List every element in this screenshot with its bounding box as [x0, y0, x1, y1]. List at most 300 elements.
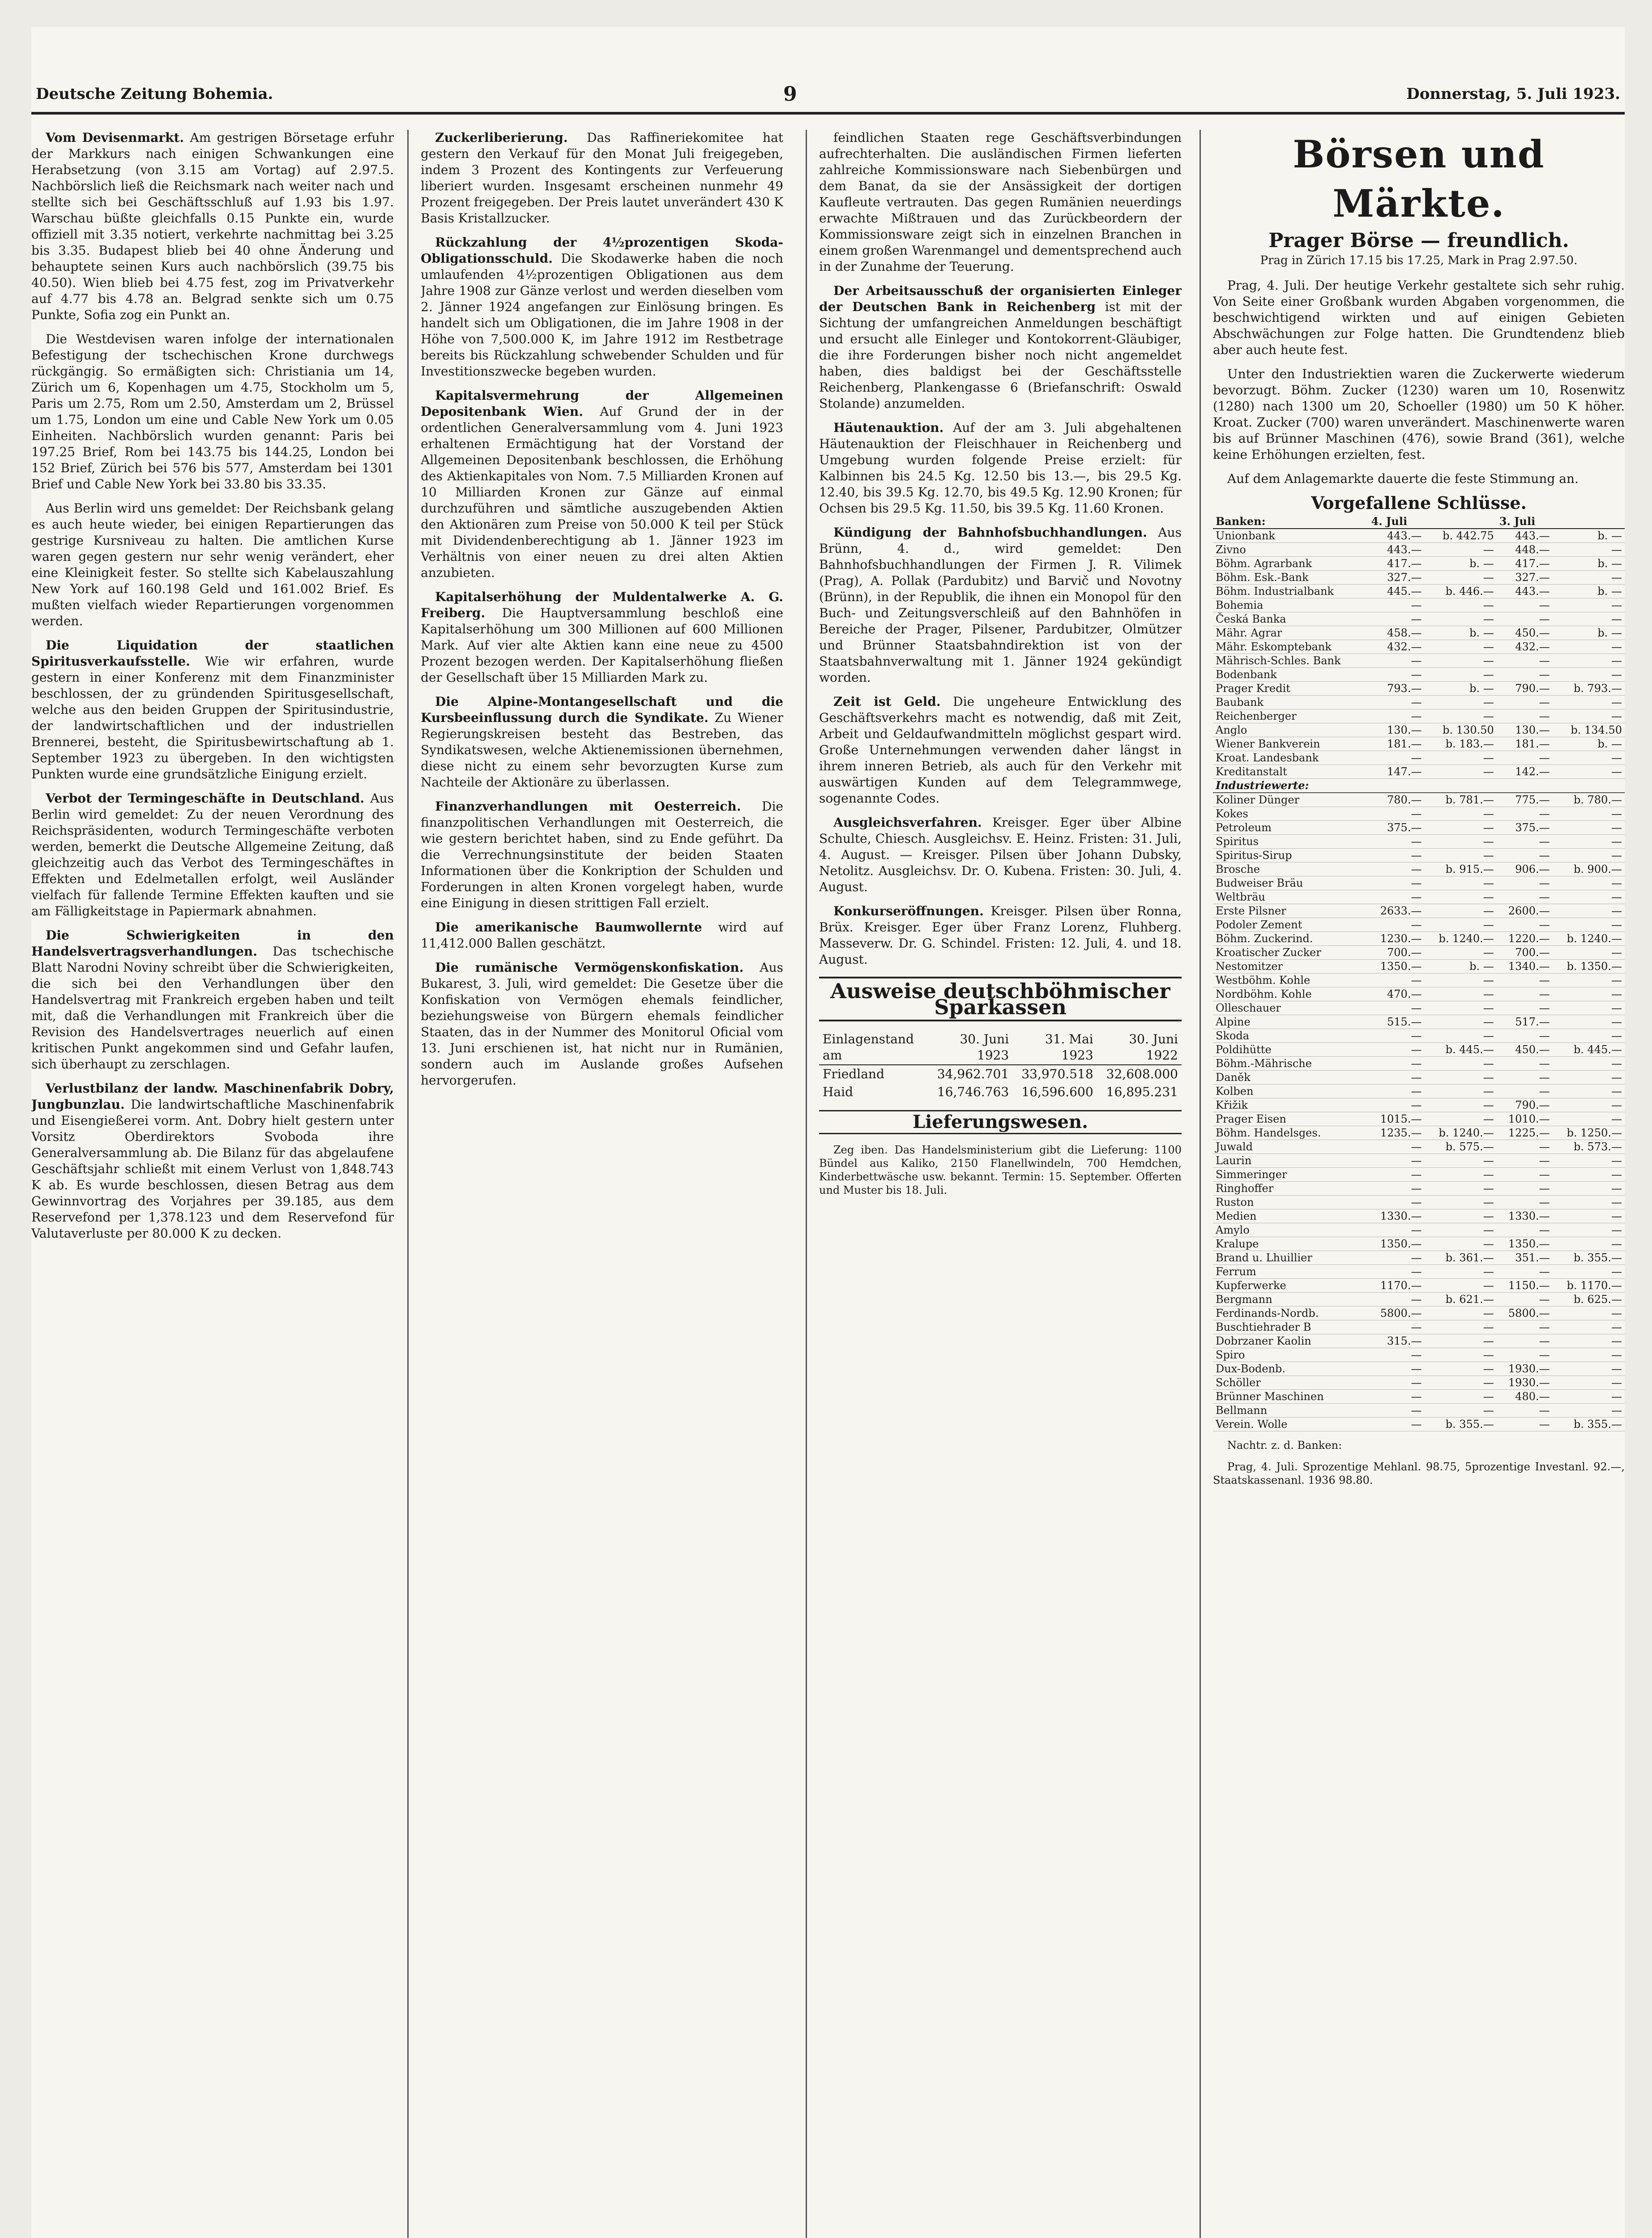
price-cell: 432.— [1369, 640, 1425, 654]
table-row [1213, 1251, 1625, 1265]
security-name: Erste Pilsner [1213, 904, 1369, 918]
security-name: Reichenberger [1213, 709, 1369, 723]
price-cell: — [1424, 1223, 1496, 1237]
table-row [819, 1083, 1182, 1101]
price-cell: — [1369, 1029, 1425, 1043]
price-cell: — [1553, 849, 1625, 863]
price-cell: — [1369, 1251, 1425, 1265]
price-cell: 445.— [1369, 585, 1425, 598]
price-cell: — [1424, 543, 1496, 557]
article-body: Aus Berlin wird uns gemeldet: Der Reichsbank gelang es auch heute wieder, bei einigen Repartierungen das gestrige Kursniveau zu halten. Die amtlichen Kurse waren gegen gestern nur sehr wenig verändert, eher eine Kleinigkeit fester. So stellte sich Kabelauszahlung New York auf 160.198 Geld und 161.002 Brief. Es mußten vielfach wieder Repartierungen vorgenommen werden. [31, 501, 394, 628]
price-cell: b. 134.50 [1553, 723, 1625, 737]
price-cell: 1330.— [1369, 1209, 1425, 1223]
price-cell: — [1424, 571, 1496, 585]
price-cell: — [1553, 807, 1625, 821]
price-cell: b. 446.— [1424, 585, 1496, 598]
price-cell: — [1553, 1265, 1625, 1279]
price-cell: — [1424, 612, 1496, 626]
table-row [1213, 723, 1625, 737]
article-body: Die finanzpolitischen Verhandlungen mit Oesterreich, die wie gestern berichtet haben, sind zu Ende geführt. Da die Verrechnungsinstitute der beiden Staaten Informationen über die Konkription der Schulden und Forderungen in alten Kronen vorgelegt haben, wurde eine Einigung in diesen strittigen Fall erzielt. [421, 799, 783, 910]
price-cell: 1330.— [1497, 1209, 1553, 1223]
price-cell: 790.— [1497, 682, 1553, 696]
price-cell: — [1369, 1265, 1425, 1279]
table-row [1213, 904, 1625, 918]
price-cell: — [1553, 1071, 1625, 1085]
security-name: Laurin [1213, 1154, 1369, 1168]
table-row [1213, 876, 1625, 890]
price-cell: — [1369, 1348, 1425, 1362]
price-cell: 417.— [1369, 557, 1425, 571]
section-subtitle: Prager Börse — freundlich. [1268, 229, 1569, 252]
price-cell: — [1424, 1001, 1496, 1015]
price-cell: — [1369, 1362, 1425, 1376]
price-cell: — [1369, 751, 1425, 765]
price-cell: — [1497, 890, 1553, 904]
price-cell: b. 183.— [1424, 737, 1496, 751]
price-cell: 1010.— [1497, 1112, 1553, 1126]
table-row [1213, 1168, 1625, 1182]
table-row [1213, 1196, 1625, 1209]
price-cell: — [1424, 1320, 1496, 1334]
article-headline: Die amerikanische Baumwollernte [435, 920, 702, 935]
price-cell: — [1497, 654, 1553, 668]
article-body: Aus Brünn, 4. d., wird gemeldet: Den Bahnhofsbuchhandlungen der Firmen J. R. Vilimek (Prag), A. Pollak (Pardubitz) und Barvič und Novotny (Brünn), in der Republik, die ihnen ein Monopol für den Buch- und Zeitungsverschleiß auf den Bahnhöfen in Bereiche der Prager, Pilsener, Pardubitzer, Olmützer und Brünner Staatsbahndirektion ist von der Staatsbahnverwaltung mit 1. Jänner 1924 gekündigt worden. [819, 525, 1182, 685]
security-name: Zivno [1213, 543, 1369, 557]
price-cell: — [1497, 751, 1553, 765]
article-body: Die Skodawerke haben die noch umlaufenden 4½prozentigen Obligationen aus dem Jahre 1908 zur Gänze verlost und werden dieselben vom 2. Jänner 1924 angefangen zur Einlösung bringen. Es handelt sich um Obligationen, die im Jahre 1908 in der Höhe von 7,500.000 K, im Jahre 1912 im Restbetrage bereits bis Rückzahlung schwebender Schulden und für Investitionszwecke begeben wurden. [421, 251, 783, 379]
security-name: Anglo [1213, 723, 1369, 737]
security-name: Böhm. Handelsges. [1213, 1126, 1369, 1140]
security-name: Bohemia [1213, 598, 1369, 612]
security-name: Koliner Dünger [1213, 793, 1369, 807]
price-cell: — [1369, 1057, 1425, 1071]
table-row [1213, 1320, 1625, 1334]
price-cell: — [1424, 1071, 1496, 1085]
table-header: 4. Juli [1369, 515, 1425, 529]
price-cell: 2633.— [1369, 904, 1425, 918]
article-headline: Kapitalserhöhung der Muldentalwerke A. G. Freiberg. [421, 589, 783, 620]
price-cell: 375.— [1369, 821, 1425, 835]
price-cell: — [1424, 974, 1496, 987]
article [31, 130, 394, 323]
price-cell: — [1553, 1015, 1625, 1029]
price-cell: — [1553, 1307, 1625, 1320]
security-name: Dobrzaner Kaolin [1213, 1334, 1369, 1348]
security-name: Ruston [1213, 1196, 1369, 1209]
price-cell: — [1369, 1071, 1425, 1085]
price-cell: b. 900.— [1553, 863, 1625, 876]
price-cell: 1350.— [1369, 960, 1425, 974]
price-cell: — [1497, 974, 1553, 987]
price-cell: — [1424, 890, 1496, 904]
security-name: Unionbank [1213, 529, 1369, 543]
security-name: Böhm.-Mährische [1213, 1057, 1369, 1071]
article [31, 500, 394, 629]
price-cell: 700.— [1369, 946, 1425, 960]
table-row [1213, 1348, 1625, 1362]
price-cell: — [1497, 1071, 1553, 1085]
security-name: Spiritus-Sirup [1213, 849, 1369, 863]
article [421, 130, 783, 226]
price-cell: — [1424, 1015, 1496, 1029]
price-cell: 2600.— [1497, 904, 1553, 918]
table-row [1213, 1404, 1625, 1418]
table-header: 3. Juli [1497, 515, 1553, 529]
price-cell: — [1553, 1404, 1625, 1418]
price-cell: 515.— [1369, 1015, 1425, 1029]
price-cell: — [1553, 918, 1625, 932]
price-cell: 1930.— [1497, 1362, 1553, 1376]
price-cell: — [1497, 1418, 1553, 1431]
price-cell: — [1369, 1376, 1425, 1390]
security-name: Wiener Bankverein [1213, 737, 1369, 751]
sp-header: 30. Juni 1922 [1097, 1030, 1182, 1065]
table-row [1213, 585, 1625, 598]
article-body: Das tschechische Blatt Narodni Noviny schreibt über die Schwierigkeiten, die sich bei den Verhandlungen über den Handelsvertrag mit Frankreich ergeben haben und teilt mit, daß die Verhandlungen mit Frankreich über die Revision des Handelsvertrages neuerlich auf einen kritischen Punkt angekommen sind und Gefahr laufen, sich überhaupt zu zerschlagen. [31, 944, 394, 1072]
security-name: Böhm. Esk.-Bank [1213, 571, 1369, 585]
price-cell: — [1497, 1085, 1553, 1098]
price-cell: — [1369, 612, 1425, 626]
security-name: Prager Kredit [1213, 682, 1369, 696]
table-row [1213, 1265, 1625, 1279]
price-cell: — [1553, 1320, 1625, 1334]
article-body: ist mit der Sichtung der umfangreichen Anmeldungen beschäftigt und ersucht alle Einleger und Kontokorrent-Gläubiger, die ihre Forderungen bisher noch nicht angemeldet haben, dies baldigst bei der Geschäftsstelle Reichenberg, Plankengasse 6 (Briefanschrift: Oswald Stolande) anzumelden. [819, 299, 1182, 411]
price-cell: 780.— [1369, 793, 1425, 807]
table-row [1213, 974, 1625, 987]
article-headline: Die Alpine-Montangesellschaft und die Kursbeeinflussung durch die Syndikate. [421, 694, 783, 725]
price-cell: — [1369, 1001, 1425, 1015]
price-cell: b. 1170.— [1553, 1279, 1625, 1293]
table-row [1213, 835, 1625, 849]
table-row [1213, 1334, 1625, 1348]
column-2 [421, 130, 783, 2238]
security-name: Schöller [1213, 1376, 1369, 1390]
price-cell: — [1553, 1001, 1625, 1015]
price-cell: — [1497, 835, 1553, 849]
price-cell: — [1424, 654, 1496, 668]
price-cell: 1340.— [1497, 960, 1553, 974]
price-cell: — [1497, 668, 1553, 682]
table-row [1213, 807, 1625, 821]
price-cell: — [1424, 1112, 1496, 1126]
article [421, 960, 783, 1089]
security-name: Kupferwerke [1213, 1279, 1369, 1293]
price-cell: 147.— [1369, 765, 1425, 779]
article-headline: Vom Devisenmarkt. [46, 130, 184, 145]
price-cell: — [1369, 1098, 1425, 1112]
price-cell: b. 781.— [1424, 793, 1496, 807]
table-row [1213, 1029, 1625, 1043]
issue-date: Donnerstag, 5. Juli 1923. [1406, 85, 1620, 103]
price-cell: 1930.— [1497, 1376, 1553, 1390]
price-cell: b. 355.— [1553, 1251, 1625, 1265]
price-cell: — [1497, 1029, 1553, 1043]
table-row [1213, 1223, 1625, 1237]
page-number: 9 [783, 83, 797, 106]
price-cell: — [1424, 821, 1496, 835]
price-cell: — [1553, 1334, 1625, 1348]
article-headline: Finanzverhandlungen mit Oesterreich. [435, 799, 741, 814]
security-name: Kolben [1213, 1085, 1369, 1098]
price-cell: b. 780.— [1553, 793, 1625, 807]
lieferung-heading: Lieferungswesen. [819, 1110, 1182, 1134]
table-row [1213, 1071, 1625, 1085]
price-cell: — [1424, 1154, 1496, 1168]
price-cell: — [1553, 1362, 1625, 1376]
price-cell: — [1424, 835, 1496, 849]
table-row [1213, 918, 1625, 932]
price-cell: 375.— [1497, 821, 1553, 835]
article [819, 815, 1182, 895]
price-cell: — [1553, 1376, 1625, 1390]
price-cell: — [1497, 1223, 1553, 1237]
price-cell: b. 445.— [1553, 1043, 1625, 1057]
price-cell: — [1424, 1279, 1496, 1293]
article-headline: Zuckerliberierung. [435, 130, 568, 145]
masthead [31, 81, 1625, 115]
table-row [1213, 1362, 1625, 1376]
price-cell: 417.— [1497, 557, 1553, 571]
table-row [1213, 557, 1625, 571]
price-cell: — [1553, 751, 1625, 765]
security-name: Medien [1213, 1209, 1369, 1223]
column-1 [31, 130, 394, 2238]
security-name: Česká Banka [1213, 612, 1369, 626]
price-cell: 432.— [1497, 640, 1553, 654]
security-name: Ferrum [1213, 1265, 1369, 1279]
article-headline: Zeit ist Geld. [833, 694, 941, 709]
price-cell: — [1424, 1098, 1496, 1112]
article-headline: Ausgleichsverfahren. [833, 815, 982, 830]
security-name: Bodenbank [1213, 668, 1369, 682]
price-cell: — [1553, 765, 1625, 779]
price-cell: — [1369, 1140, 1425, 1154]
price-cell: — [1369, 1404, 1425, 1418]
sp-cell: 33,970.518 [1021, 1067, 1093, 1081]
price-cell: — [1497, 1404, 1553, 1418]
price-cell: — [1424, 918, 1496, 932]
price-cell: 906.— [1497, 863, 1553, 876]
sp-cell: 16,596.600 [1021, 1085, 1093, 1099]
price-cell: b. 1240.— [1424, 932, 1496, 946]
security-name: Spiro [1213, 1348, 1369, 1362]
security-name: Brünner Maschinen [1213, 1390, 1369, 1404]
price-cell: 351.— [1497, 1251, 1553, 1265]
table-row [1213, 1293, 1625, 1307]
price-cell: — [1553, 876, 1625, 890]
price-cell: 470.— [1369, 987, 1425, 1001]
article [421, 799, 783, 911]
sp-header: 31. Mai 1923 [1012, 1030, 1097, 1065]
security-name: Amylo [1213, 1223, 1369, 1237]
price-cell: — [1424, 1057, 1496, 1071]
price-cell: — [1424, 709, 1496, 723]
price-cell: — [1424, 946, 1496, 960]
price-cell: — [1553, 1029, 1625, 1043]
price-cell: — [1424, 807, 1496, 821]
article [421, 235, 783, 380]
price-cell: — [1369, 1154, 1425, 1168]
price-cell: — [1497, 709, 1553, 723]
section-title: Börsen und Märkte. [1293, 132, 1545, 226]
table-row [1213, 1001, 1625, 1015]
price-cell: 1225.— [1497, 1126, 1553, 1140]
price-cell: b. — [1424, 626, 1496, 640]
price-cell: 1170.— [1369, 1279, 1425, 1293]
price-cell: — [1369, 918, 1425, 932]
price-cell: — [1369, 835, 1425, 849]
price-cell: — [1553, 1237, 1625, 1251]
price-cell: — [1369, 849, 1425, 863]
price-cell: b. 1240.— [1553, 932, 1625, 946]
article-headline: Der Arbeitsausschuß der organisierten Einleger der Deutschen Bank in Reichenberg [819, 283, 1182, 314]
price-cell: b. — [1424, 682, 1496, 696]
price-cell: 1350.— [1497, 1237, 1553, 1251]
article-headline: Rückzahlung der 4½prozentigen Skoda-Obligationsschuld. [421, 235, 783, 266]
price-cell: 181.— [1369, 737, 1425, 751]
article [421, 919, 783, 952]
security-name: Böhm. Agrarbank [1213, 557, 1369, 571]
price-cell: — [1424, 1265, 1496, 1279]
table-row [1213, 890, 1625, 904]
column-rule [1200, 130, 1201, 2238]
price-cell: — [1497, 1320, 1553, 1334]
article [819, 694, 1182, 807]
table-row [1213, 1043, 1625, 1057]
column-3-articles [819, 130, 1182, 968]
price-cell: — [1497, 696, 1553, 709]
article [819, 283, 1182, 412]
price-cell: 793.— [1369, 682, 1425, 696]
security-name: Kroatischer Zucker [1213, 946, 1369, 960]
article-body: Kreisger. Eger über Albine Schulte, Chiesch. Ausgleichsv. E. Heinz. Fristen: 31. Juli, 4. August. — Kreisger. Pilsen über Johann Dubsky, Netolitz. Ausgleichsv. Dr. O. Kubena. Fristen: 30. Juli, 4. August. [819, 815, 1182, 894]
table-row [1213, 821, 1625, 835]
article-headline: Kapitalsvermehrung der Allgemeinen Depositenbank Wien. [421, 388, 783, 419]
price-cell: b. 1350.— [1553, 960, 1625, 974]
stock-table [1213, 515, 1625, 1431]
price-cell: — [1369, 876, 1425, 890]
price-cell: — [1553, 821, 1625, 835]
price-cell: — [1497, 807, 1553, 821]
table-header: Banken: [1213, 515, 1369, 529]
price-cell: b. — [1553, 585, 1625, 598]
price-cell: b. — [1424, 960, 1496, 974]
table-row [819, 1065, 1182, 1083]
sp-cell: 16,746.763 [937, 1085, 1009, 1099]
article [819, 130, 1182, 275]
price-cell: — [1497, 1293, 1553, 1307]
price-cell: 5800.— [1497, 1307, 1553, 1320]
price-cell: — [1424, 849, 1496, 863]
price-cell: — [1497, 987, 1553, 1001]
article-body: Wie wir erfahren, wurde gestern in einer Konferenz mit dem Finanzminister beschlossen, der zu gründenden Spiritusgesellschaft, welche aus den beiden Gruppen der Spiritusindustrie, der landwirtschaftlichen und der industriellen Brennerei, besteht, die Spiritusbewirtschaftung ab 1. September 1923 zu übergeben. In den wichtigsten Punkten wurde eine grundsätzliche Einigung erzielt. [31, 654, 394, 782]
security-name: Podoler Zement [1213, 918, 1369, 932]
price-cell: 315.— [1369, 1334, 1425, 1348]
price-cell: — [1424, 1334, 1496, 1348]
price-cell: — [1553, 1196, 1625, 1209]
price-cell: — [1424, 1209, 1496, 1223]
price-cell: — [1369, 709, 1425, 723]
security-name: Mährisch-Schles. Bank [1213, 654, 1369, 668]
price-cell: — [1424, 1196, 1496, 1209]
price-cell: 1350.— [1369, 1237, 1425, 1251]
price-cell: — [1369, 890, 1425, 904]
article-body: wird auf 11,412.000 Ballen geschätzt. [421, 920, 783, 951]
table-row [1213, 1085, 1625, 1098]
price-cell: — [1553, 668, 1625, 682]
price-cell: — [1369, 1168, 1425, 1182]
table-row [1213, 793, 1625, 807]
price-cell: b. 915.— [1424, 863, 1496, 876]
price-cell: — [1553, 890, 1625, 904]
table-row [1213, 1098, 1625, 1112]
price-cell: — [1497, 1140, 1553, 1154]
price-cell: — [1424, 987, 1496, 1001]
article-body: Auf Grund der in der ordentlichen Generalversammlung vom 4. Juni 1923 erhaltenen Ermächtigung hat der Vorstand der Allgemeinen Depositenbank beschlossen, die Erhöhung des Aktienkapitales von Nom. 7.5 Milliarden Kronen auf 10 Milliarden Kronen zur Gänze auf einmal durchzuführen und sämtliche auszugebenden Aktien den Aktionären zum Preise von 50.000 K teil per Stück mit Dividendenberechtigung ab 1. Jänner 1923 im Verhältnis von einer neuen zu drei alten Aktien anzubieten. [421, 404, 783, 580]
price-cell: 443.— [1369, 543, 1425, 557]
sp-cell: Haid [823, 1085, 853, 1099]
price-cell: — [1553, 654, 1625, 668]
article [31, 637, 394, 782]
security-name: Buschtiehrader B [1213, 1320, 1369, 1334]
newspaper-name: Deutsche Zeitung Bohemia. [36, 85, 273, 103]
price-cell: 448.— [1497, 543, 1553, 557]
table-row [1213, 1209, 1625, 1223]
price-cell: b. — [1553, 557, 1625, 571]
price-cell: — [1424, 696, 1496, 709]
security-name: Budweiser Bräu [1213, 876, 1369, 890]
table-row [1213, 640, 1625, 654]
table-row [1213, 863, 1625, 876]
price-cell: — [1369, 654, 1425, 668]
price-cell: 700.— [1497, 946, 1553, 960]
table-row [1213, 696, 1625, 709]
table-row [1213, 1112, 1625, 1126]
article-headline: Die rumänische Vermögenskonfiskation. [435, 960, 744, 975]
price-cell: 517.— [1497, 1015, 1553, 1029]
price-cell: — [1553, 1154, 1625, 1168]
security-name: Kroat. Landesbank [1213, 751, 1369, 765]
price-cell: — [1553, 1168, 1625, 1182]
price-cell: — [1369, 1085, 1425, 1098]
price-cell: b. 355.— [1553, 1418, 1625, 1431]
article [819, 525, 1182, 686]
price-cell: — [1553, 1390, 1625, 1404]
article-body: Aus Berlin wird gemeldet: Zu der neuen Verordnung des Reichspräsidenten, wodurch Termingeschäfte verboten werden, bemerkt die Deutsche Allgemeine Zeitung, daß gleichzeitig auch das Verbot des Termingeschäftes in Effekten und Edelmetallen erfolgt, weil Ausländer vielfach für fallende Termine Effekten kauften und sie am Fälligkeitstage in Papiermark abnahmen. [31, 791, 394, 918]
price-cell: 443.— [1497, 529, 1553, 543]
price-cell: b. 445.— [1424, 1043, 1496, 1057]
article [819, 903, 1182, 968]
price-cell: — [1497, 1001, 1553, 1015]
price-cell: — [1369, 863, 1425, 876]
security-name: Brand u. Lhuillier [1213, 1251, 1369, 1265]
price-cell: — [1424, 765, 1496, 779]
sp-cell: 32,608.000 [1106, 1067, 1178, 1081]
table-row [1213, 1182, 1625, 1196]
security-name: Westböhm. Kohle [1213, 974, 1369, 987]
table-row [1213, 1376, 1625, 1390]
article-headline: Die Schwierigkeiten in den Handelsvertragsverhandlungen. [31, 928, 394, 959]
table-row [1213, 849, 1625, 863]
price-cell: b. 575.— [1424, 1140, 1496, 1154]
sparkassen-table [819, 1030, 1182, 1101]
price-cell: — [1553, 987, 1625, 1001]
article [421, 694, 783, 790]
article-headline: Kündigung der Bahnhofsbuchhandlungen. [833, 525, 1148, 540]
price-cell: — [1497, 1265, 1553, 1279]
price-cell: 790.— [1497, 1098, 1553, 1112]
security-name: Weltbräu [1213, 890, 1369, 904]
